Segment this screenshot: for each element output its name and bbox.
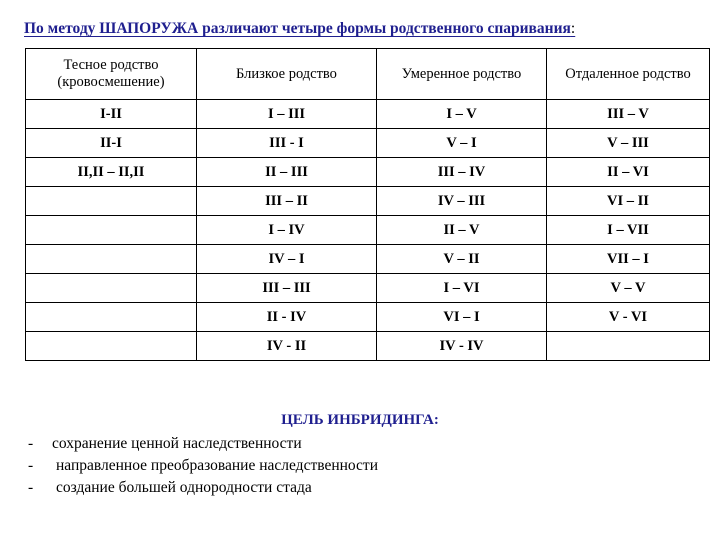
table-row [26,187,710,216]
table-cell [26,245,197,274]
heading-colon: : [570,20,576,37]
table-row [26,216,710,245]
column-header-close-kinship: Тесное родство (кровосмешение) [26,49,197,100]
table-row [26,158,710,187]
list-bullet: - [28,457,34,474]
table-cell: V – I [377,129,547,158]
column-header-distant-kinship: Отдаленное родство [547,49,710,100]
table-cell: I – IV [197,216,377,245]
table-cell: VII – I [547,245,710,274]
table-cell [26,303,197,332]
page-heading [24,20,704,38]
list-item-text: создание большей однородности стада [56,479,312,496]
list-bullet: - [28,435,34,452]
column-header-moderate-kinship: Умеренное родство [377,49,547,100]
table-cell: II – III [197,158,377,187]
table-cell: III – IV [377,158,547,187]
list-bullet: - [28,479,34,496]
list-item [28,455,378,477]
table-row [26,245,710,274]
table-cell: V - VI [547,303,710,332]
table-cell: IV - IV [377,332,547,361]
table-cell: I – VII [547,216,710,245]
kinship-forms-table [25,48,710,361]
table-cell: III – V [547,100,710,129]
table-cell: II – VI [547,158,710,187]
table-cell: I – V [377,100,547,129]
list-item-text: направленное преобразование наследственности [56,457,379,474]
table-row [26,100,710,129]
table-cell [26,187,197,216]
table-cell [26,216,197,245]
table-cell: II-I [26,129,197,158]
table-cell: II - IV [197,303,377,332]
list-item-text: сохранение ценной наследственности [52,435,302,452]
list-item [28,433,378,455]
table-cell [547,332,710,361]
table-row [26,129,710,158]
table-cell: V – V [547,274,710,303]
table-cell: III - I [197,129,377,158]
table-cell: VI – I [377,303,547,332]
table-row [26,274,710,303]
table-cell: II,II – II,II [26,158,197,187]
table-cell [26,332,197,361]
table-cell: V – III [547,129,710,158]
table-cell: IV – III [377,187,547,216]
heading-text: По методу ШАПОРУЖА различают четыре формы родственного спаривания [24,20,571,37]
table-cell: II – V [377,216,547,245]
table-cell: VI – II [547,187,710,216]
table-cell: IV - II [197,332,377,361]
table-cell: III – III [197,274,377,303]
column-header-near-kinship: Близкое родство [197,49,377,100]
table-cell: IV – I [197,245,377,274]
table-header-row [26,49,710,100]
table-cell: III – II [197,187,377,216]
inbreeding-goal-list [28,433,378,499]
table-cell: I-II [26,100,197,129]
table-row [26,303,710,332]
table-cell: I – III [197,100,377,129]
inbreeding-goal-title: ЦЕЛЬ ИНБРИДИНГА: [281,412,439,428]
list-item [28,477,378,499]
table-row [26,332,710,361]
table-cell [26,274,197,303]
table-cell: V – II [377,245,547,274]
table-cell: I – VI [377,274,547,303]
